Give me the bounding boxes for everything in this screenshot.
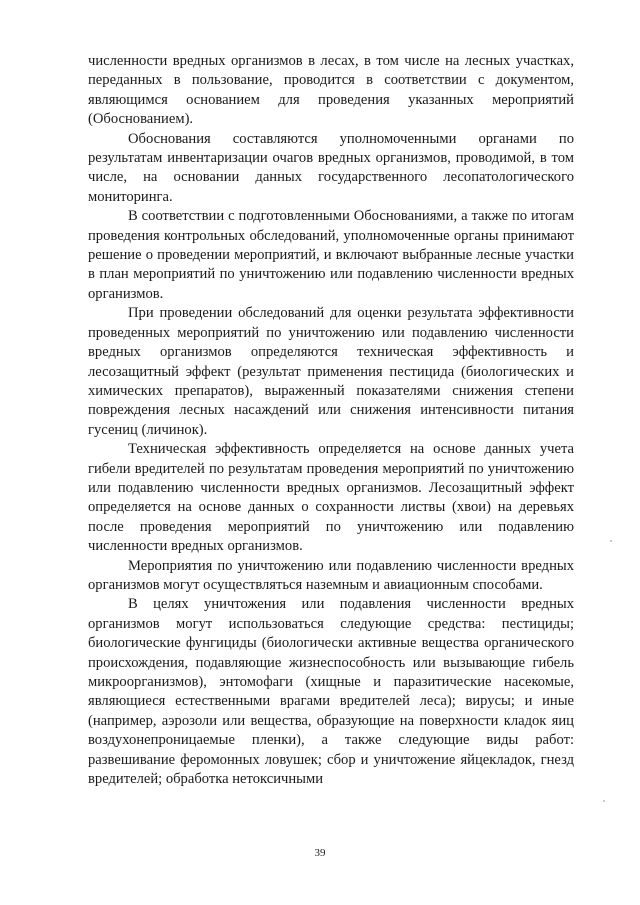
page-number: 39 <box>314 847 326 859</box>
paragraph-means: В целях уничтожения или подавления численности вредных организмов могут использоваться следующие средства: пестициды; биологические фунгициды (биологически активные вещества органического происхождения, подавляющие жизнеспособность или вызывающие гибель микроорганизмов), энтомофаги (хищные и паразитические насекомые, являющиеся естественными врагами вредителей леса); вирусы; и иные (например, аэрозоли или вещества, образующие на поверхности кладок яиц воздухонепроницаемые пленки), а также следующие виды работ: развешивание феромонных ловушек; сбор и уничтожение яйцекладок, гнезд вредителей; обработка нетоксичными <box>88 596 574 788</box>
scan-speck <box>610 540 612 542</box>
document-body <box>88 52 574 789</box>
paragraph-effectiveness-assessment: При проведении обследований для оценки результата эффективности проведенных мероприятий по уничтожению или подавлению численности вредных организмов определяются техническая эффективность и лесозащитный эффект (результат применения пестицида (биологических и химических препаратов), выраженный показателями снижения степени повреждения лесных насаждений или снижения интенсивности питания гусениц (личинок). <box>88 305 574 438</box>
paragraph-continuation: численности вредных организмов в лесах, в том числе на лесных участках, переданных в пользование, проводится в соответствии с документом, являющимся основанием для проведения указанных мероприятий (Обоснованием). <box>88 53 574 128</box>
paragraph-technical-effectiveness: Техническая эффективность определяется на основе данных учета гибели вредителей по результатам проведения мероприятий по уничтожению или подавлению численности вредных организмов. Лесозащитный эффект определяется на основе данных о сохранности листвы (хвои) на деревьях после проведения мероприятий по уничтожению или подавлению численности вредных организмов. <box>88 441 574 555</box>
paragraph-methods: Мероприятия по уничтожению или подавлению численности вредных организмов могут осуществляться наземным и авиационным способами. <box>88 557 574 593</box>
paragraph-decision: В соответствии с подготовленными Обоснованиями, а также по итогам проведения контрольных обследований, уполномоченные органы принимают решение о проведении мероприятий, и включают выбранные лесные участки в план мероприятий по уничтожению или подавлению численности вредных организмов. <box>88 208 574 302</box>
paragraph-justifications: Обоснования составляются уполномоченными органами по результатам инвентаризации очагов вредных организмов, проводимой, в том числе, на основании данных государственного лесопатологического мониторинга. <box>88 130 574 205</box>
scan-speck <box>603 800 605 802</box>
